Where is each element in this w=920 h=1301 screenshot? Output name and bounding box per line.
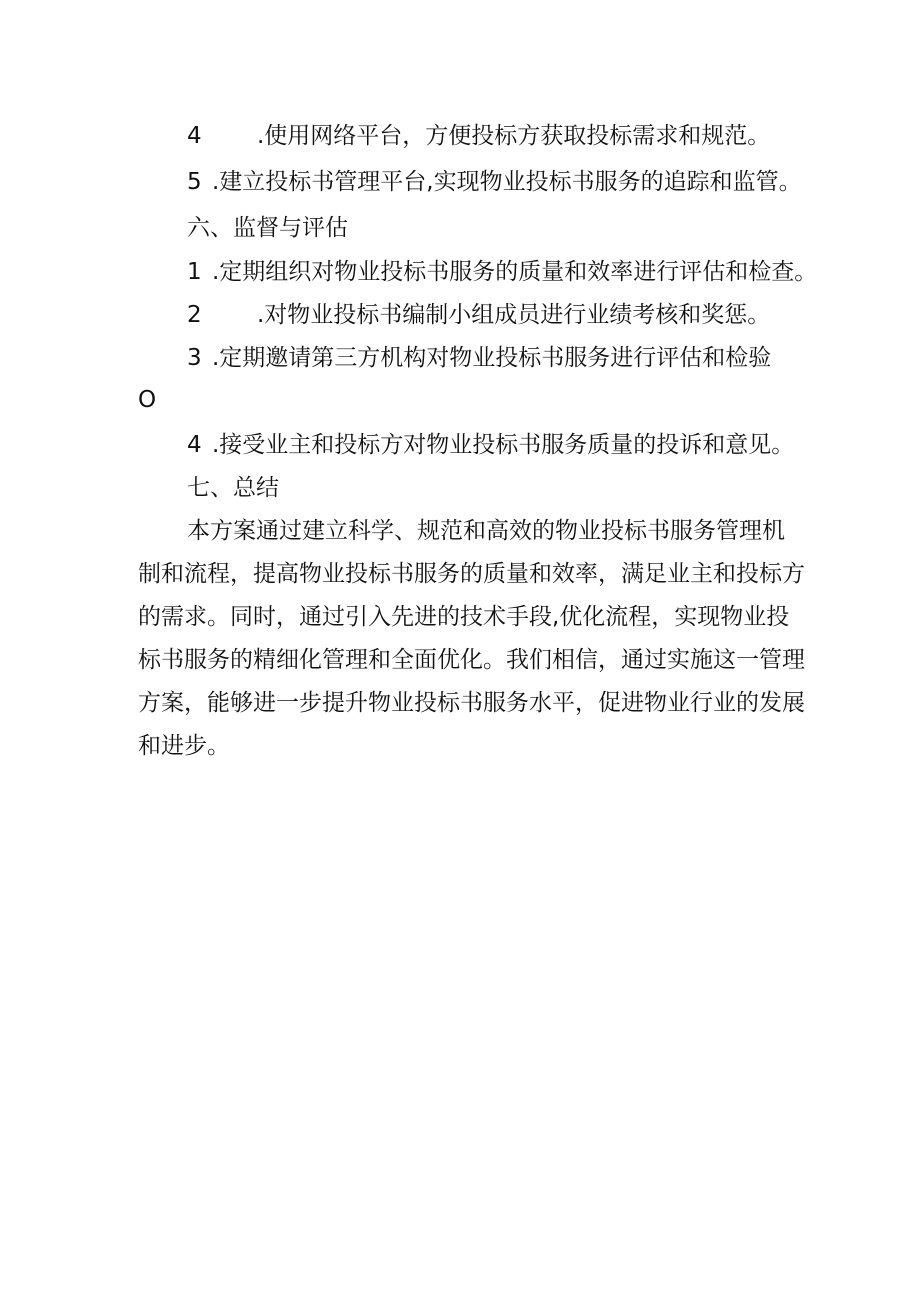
list-text: .对物业投标书编制小组成员进行业绩考核和奖惩。: [257, 302, 771, 328]
list-number: 2: [187, 302, 202, 328]
paragraph-line: 方案，能够进一步提升物业投标书服务水平，促进物业行业的发展: [138, 690, 805, 716]
list-item: [187, 167, 802, 197]
list-text: .定期邀请第三方机构对物业投标书服务进行评估和检验: [212, 345, 772, 371]
list-item: [187, 343, 771, 373]
section-heading: 七、总结: [187, 475, 279, 501]
paragraph-line: 本方案通过建立科学、规范和高效的物业投标书服务管理机: [187, 518, 785, 544]
paragraph-line: 制和流程，提高物业投标书服务的质量和效率，满足业主和投标方: [138, 561, 805, 587]
list-text: .定期组织对物业投标书服务的质量和效率进行评估和检查。: [212, 259, 818, 285]
list-text: .建立投标书管理平台,实现物业投标书服务的追踪和监管。: [212, 169, 802, 195]
list-item-continuation: O: [138, 387, 157, 413]
list-item: [187, 121, 770, 151]
list-number: 1: [187, 259, 202, 285]
list-item: [187, 430, 794, 460]
paragraph-line: 和进步。: [138, 733, 230, 759]
section-heading: 六、监督与评估: [187, 215, 348, 241]
list-text: .接受业主和投标方对物业投标书服务质量的投诉和意见。: [212, 432, 795, 458]
list-number: 4: [187, 432, 202, 458]
paragraph-line: 的需求。同时，通过引入先进的技术手段,优化流程，实现物业投: [138, 604, 790, 630]
list-number: 4: [187, 123, 202, 149]
list-item: [187, 257, 817, 287]
list-text: .使用网络平台，方便投标方获取投标需求和规范。: [257, 123, 771, 149]
list-number: 5: [187, 169, 202, 195]
paragraph-line: 标书服务的精细化管理和全面优化。我们相信，通过实施这一管理: [138, 647, 805, 673]
list-number: 3: [187, 345, 202, 371]
list-item: [187, 300, 770, 330]
